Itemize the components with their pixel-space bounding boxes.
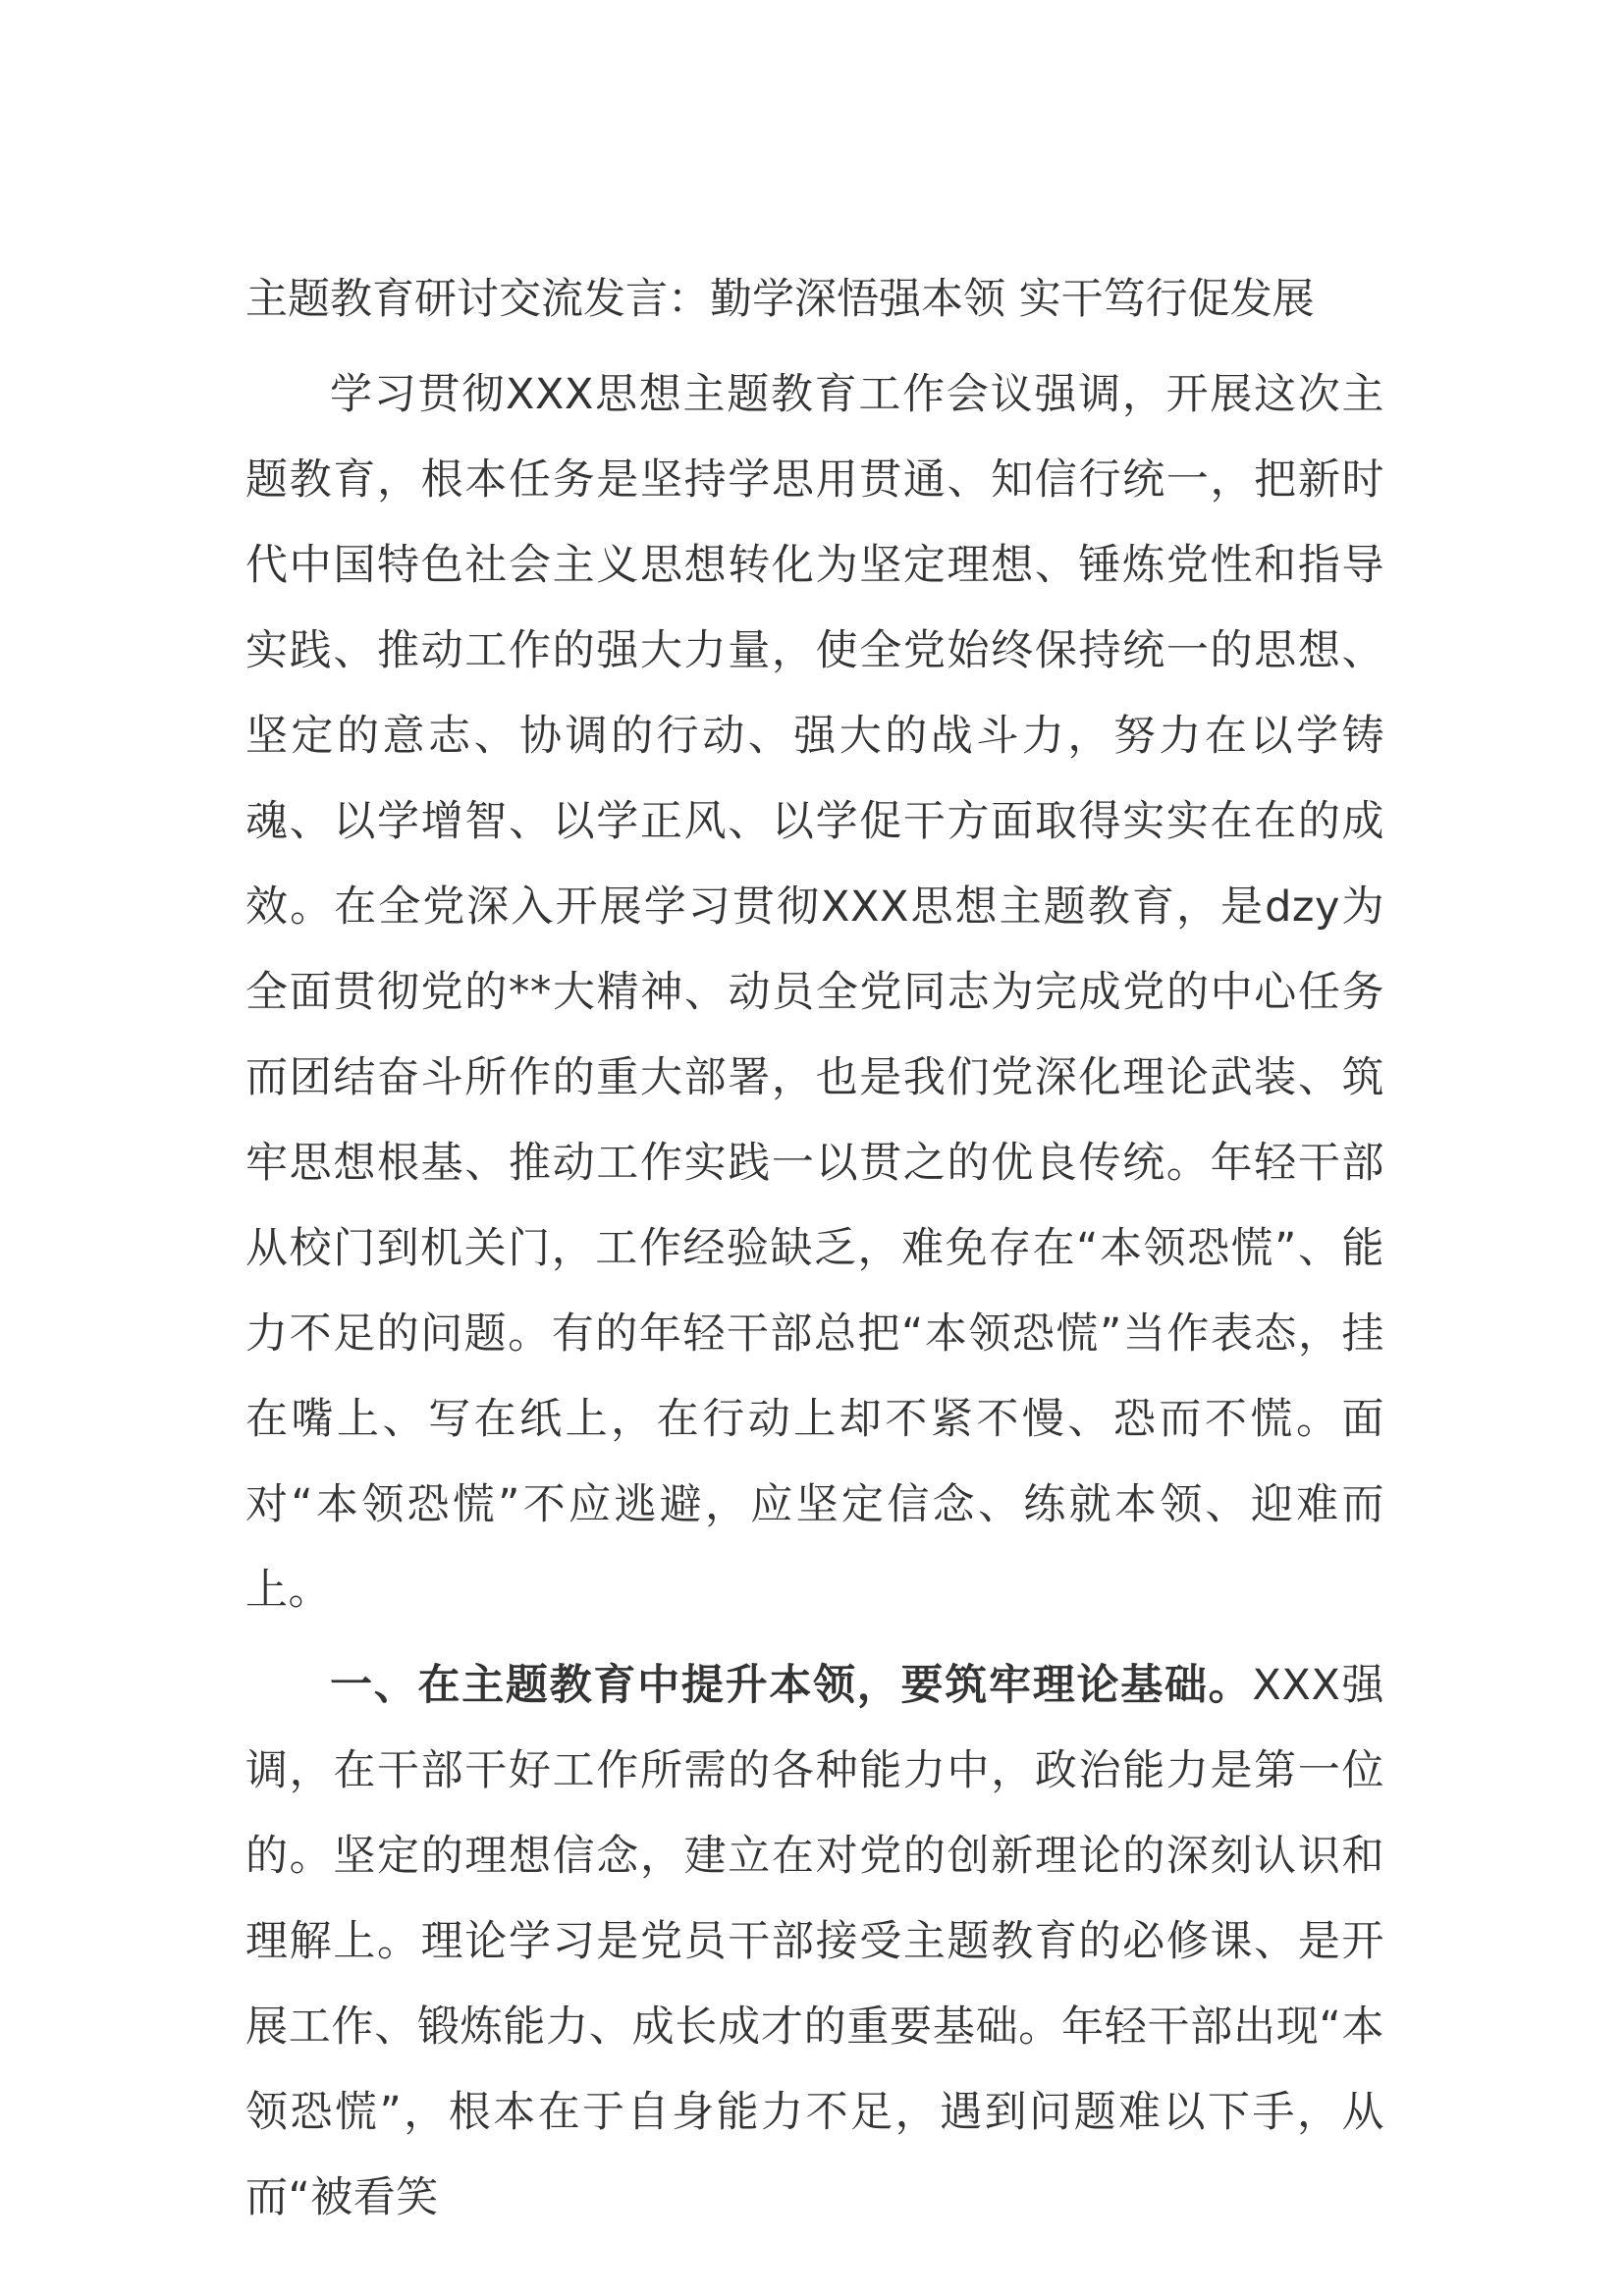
document-body [245, 257, 1384, 2241]
document-title: 主题教育研讨交流发言：勤学深悟强本领 实干笃行促发展 [245, 275, 1315, 324]
section-1-paragraph [245, 1643, 1384, 2241]
intro-paragraph: 学习贯彻XXX思想主题教育工作会议强调，开展这次主题教育，根本任务是坚持学思用贯通、知信行统一，把新时代中国特色社会主义思想转化为坚定理想、锤炼党性和指导实践、推动工作的强大力量，使全党始终保持统一的思想、坚定的意志、协调的行动、强大的战斗力，努力在以学铸魂、以学增智、以学正风、以学促干方面取得实实在在的成效。在全党深入开展学习贯彻XXX思想主题教育，是dzy为全面贯彻党的**大精神、动员全党同志为完成党的中心任务而团结奋斗所作的重大部署，也是我们党深化理论武装、筑牢思想根基、推动工作实践一以贯之的优良传统。年轻干部从校门到机关门，工作经验缺乏，难免存在“本领恐慌”、能力不足的问题。有的年轻干部总把“本领恐慌”当作表态，挂在嘴上、写在纸上，在行动上却不紧不慢、恐而不慌。面对“本领恐慌”不应逃避，应坚定信念、练就本领、迎难而上。 [245, 370, 1384, 1615]
section-1-text: XXX强调，在干部干好工作所需的各种能力中，政治能力是第一位的。坚定的理想信念，建立在对党的创新理论的深刻认识和理解上。理论学习是党员干部接受主题教育的必修课、是开展工作、锻炼能力、成长成才的重要基础。年轻干部出现“本领恐慌”，根本在于自身能力不足，遇到问题难以下手，从而“被看笑 [245, 1661, 1385, 2222]
section-1-heading: 一、在主题教育中提升本领，要筑牢理论基础。 [330, 1661, 1253, 1710]
